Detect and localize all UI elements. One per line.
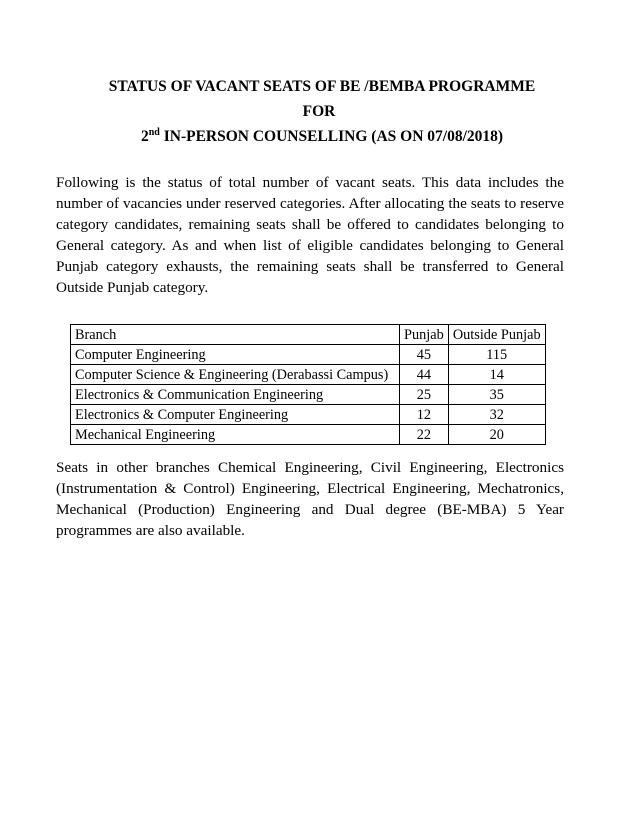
punjab-cell: 12 — [400, 405, 449, 425]
table-header-row — [71, 325, 546, 345]
header-outside-punjab: Outside Punjab — [448, 325, 545, 345]
table-row — [71, 385, 546, 405]
table-row — [71, 405, 546, 425]
other-branches-note: Seats in other branches Chemical Engineering, Civil Engineering, Electronics (Instrumentation & Control) Engineering, Electrical Engineering, Mechatronics, Mechanical (Production) Engineering and Dual degree (BE-MBA) 5 Year programmes are also available. — [56, 459, 564, 539]
outside-punjab-cell: 32 — [448, 405, 545, 425]
punjab-cell: 25 — [400, 385, 449, 405]
branch-cell: Electronics & Computer Engineering — [71, 405, 400, 425]
punjab-cell: 44 — [400, 365, 449, 385]
table-row — [71, 425, 546, 445]
branch-cell: Electronics & Communication Engineering — [71, 385, 400, 405]
punjab-cell: 45 — [400, 345, 449, 365]
outside-punjab-cell: 35 — [448, 385, 545, 405]
document-title — [0, 74, 638, 149]
branch-cell: Computer Engineering — [71, 345, 400, 365]
header-branch: Branch — [71, 325, 400, 345]
table-row — [71, 365, 546, 385]
outside-punjab-cell: 20 — [448, 425, 545, 445]
title-line-2: FOR — [302, 103, 336, 120]
table-row — [71, 345, 546, 365]
header-punjab: Punjab — [400, 325, 449, 345]
title-ordinal-suffix: nd — [148, 127, 160, 138]
title-line-3 — [6, 124, 638, 149]
branch-cell: Computer Science & Engineering (Derabassi Campus) — [71, 365, 400, 385]
title-line-1: STATUS OF VACANT SEATS OF BE /BEMBA PROGRAMME — [108, 78, 536, 95]
outside-punjab-cell: 14 — [448, 365, 545, 385]
branch-cell: Mechanical Engineering — [71, 425, 400, 445]
punjab-cell: 22 — [400, 425, 449, 445]
intro-paragraph: Following is the status of total number of vacant seats. This data includes the number of vacancies under reserved categories. After allocating the seats to reserve category candidates, remaining seats shall be offered to candidates belonging to General category. As and when list of eligible candidates belonging to General Punjab category exhausts, the remaining seats shall be transferred to General Outside Punjab category. — [56, 174, 564, 296]
vacant-seats-table — [70, 324, 546, 445]
title-ordinal-number: 2 — [140, 128, 149, 145]
title-line-3-text: IN-PERSON COUNSELLING (AS ON 07/08/2018) — [159, 128, 504, 145]
outside-punjab-cell: 115 — [448, 345, 545, 365]
